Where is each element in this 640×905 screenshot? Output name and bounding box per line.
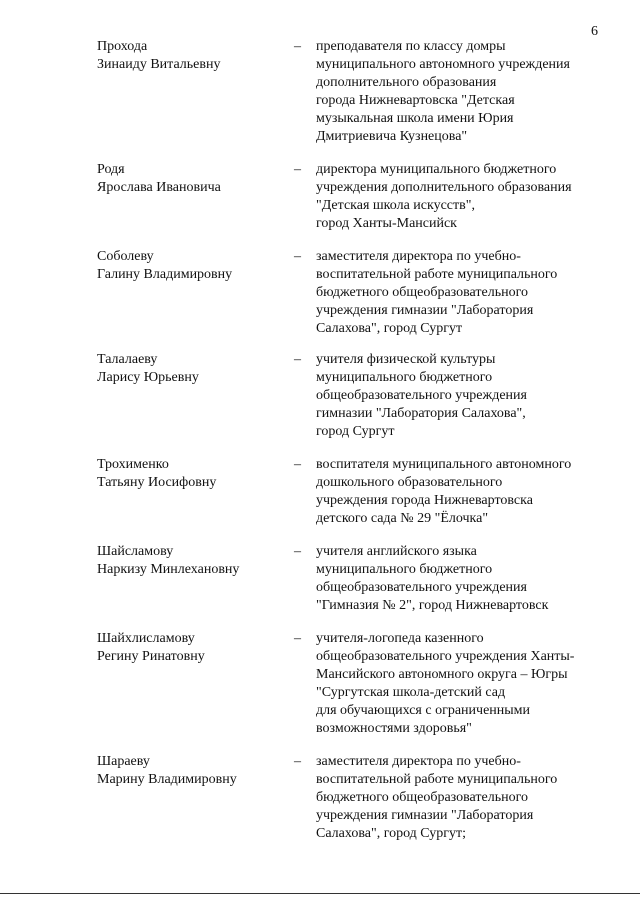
- position-description: [316, 753, 606, 843]
- description-line: "Детская школа искусств",: [316, 198, 475, 213]
- description-line: учителя физической культуры: [316, 352, 496, 367]
- dash: –: [294, 249, 301, 264]
- description-line: Дмитриевича Кузнецова": [316, 129, 468, 144]
- person-name: [97, 456, 282, 492]
- dash: –: [294, 162, 301, 177]
- description-line: воспитательной работе муниципального: [316, 772, 558, 787]
- description-line: город Ханты-Мансийск: [316, 216, 457, 231]
- position-description: [316, 630, 606, 738]
- description-line: общеобразовательного учреждения Ханты-: [316, 649, 575, 664]
- description-line: воспитателя муниципального автономного: [316, 457, 572, 472]
- position-description: [316, 248, 606, 338]
- description-line: преподавателя по классу домры: [316, 39, 506, 54]
- surname: Соболеву: [97, 249, 154, 264]
- given-names: Татьяну Иосифовну: [97, 475, 217, 490]
- given-names: Ларису Юрьевну: [97, 370, 199, 385]
- surname: Трохименко: [97, 457, 169, 472]
- person-name: [97, 630, 282, 666]
- description-line: возможностями здоровья": [316, 721, 472, 736]
- description-line: "Гимназия № 2", город Нижневартовск: [316, 598, 549, 613]
- person-name: [97, 248, 282, 284]
- description-line: учреждения гимназии "Лаборатория: [316, 808, 534, 823]
- dash: –: [294, 352, 301, 367]
- description-line: Мансийского автономного округа – Югры: [316, 667, 568, 682]
- description-line: для обучающихся с ограниченными: [316, 703, 531, 718]
- dash: –: [294, 544, 301, 559]
- surname: Родя: [97, 162, 125, 177]
- description-line: заместителя директора по учебно-: [316, 249, 521, 264]
- description-line: директора муниципального бюджетного: [316, 162, 557, 177]
- surname: Шайсламову: [97, 544, 174, 559]
- description-line: муниципального бюджетного: [316, 562, 493, 577]
- description-line: дополнительного образования: [316, 75, 497, 90]
- dash: –: [294, 631, 301, 646]
- given-names: Регину Ринатовну: [97, 649, 205, 664]
- description-line: заместителя директора по учебно-: [316, 754, 521, 769]
- surname: Шайхлисламову: [97, 631, 195, 646]
- position-description: [316, 543, 606, 615]
- position-description: [316, 38, 606, 146]
- description-line: муниципального бюджетного: [316, 370, 493, 385]
- description-line: музыкальная школа имени Юрия: [316, 111, 514, 126]
- description-line: воспитательной работе муниципального: [316, 267, 558, 282]
- description-line: учреждения города Нижневартовска: [316, 493, 533, 508]
- person-name: [97, 753, 282, 789]
- position-description: [316, 456, 606, 528]
- description-line: бюджетного общеобразовательного: [316, 285, 528, 300]
- surname: Шараеву: [97, 754, 150, 769]
- given-names: Галину Владимировну: [97, 267, 233, 282]
- description-line: детского сада № 29 "Ёлочка": [316, 511, 489, 526]
- description-line: муниципального автономного учреждения: [316, 57, 570, 72]
- given-names: Ярослава Ивановича: [97, 180, 221, 195]
- person-name: [97, 161, 282, 197]
- description-line: учреждения гимназии "Лаборатория: [316, 303, 534, 318]
- dash: –: [294, 457, 301, 472]
- description-line: учреждения дополнительного образования: [316, 180, 572, 195]
- page-number: 6: [591, 24, 598, 39]
- dash: –: [294, 39, 301, 54]
- description-line: учителя английского языка: [316, 544, 477, 559]
- description-line: Салахова", город Сургут;: [316, 826, 467, 841]
- page-bottom-rule: [0, 893, 640, 894]
- description-line: дошкольного образовательного: [316, 475, 503, 490]
- surname: Прохода: [97, 39, 148, 54]
- description-line: город Сургут: [316, 424, 395, 439]
- description-line: гимназии "Лаборатория Салахова",: [316, 406, 526, 421]
- person-name: [97, 543, 282, 579]
- surname: Талалаеву: [97, 352, 158, 367]
- description-line: "Сургутская школа-детский сад: [316, 685, 506, 700]
- position-description: [316, 161, 606, 233]
- description-line: Салахова", город Сургут: [316, 321, 463, 336]
- given-names: Наркизу Минлехановну: [97, 562, 240, 577]
- description-line: общеобразовательного учреждения: [316, 580, 527, 595]
- given-names: Зинаиду Витальевну: [97, 57, 221, 72]
- position-description: [316, 351, 606, 441]
- given-names: Марину Владимировну: [97, 772, 237, 787]
- person-name: [97, 351, 282, 387]
- description-line: учителя-логопеда казенного: [316, 631, 484, 646]
- description-line: общеобразовательного учреждения: [316, 388, 527, 403]
- dash: –: [294, 754, 301, 769]
- description-line: города Нижневартовска "Детская: [316, 93, 515, 108]
- person-name: [97, 38, 282, 74]
- description-line: бюджетного общеобразовательного: [316, 790, 528, 805]
